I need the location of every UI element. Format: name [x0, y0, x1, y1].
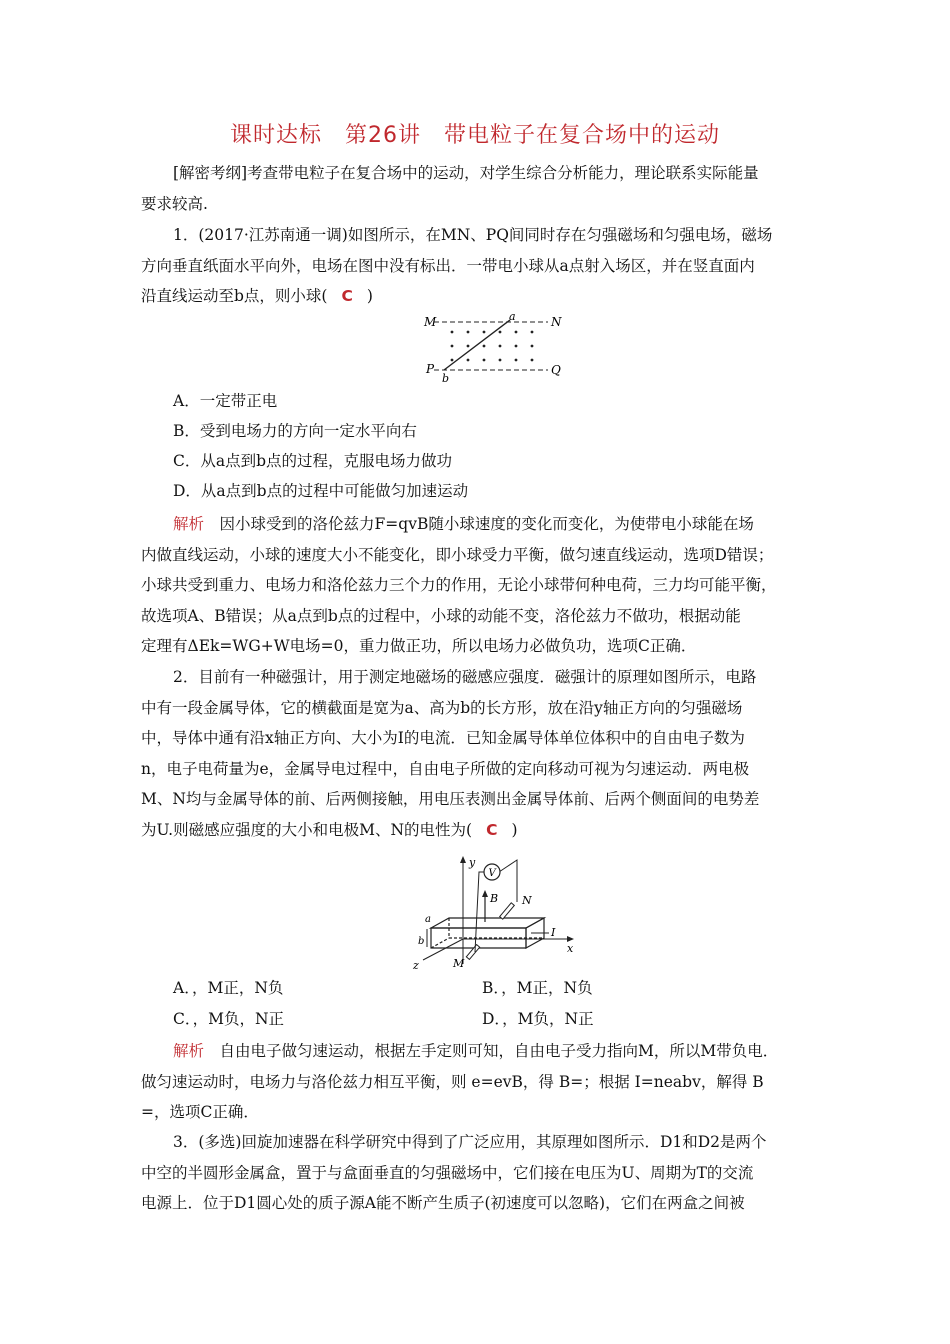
analysis-line: =，选项C正确．: [141, 1103, 259, 1121]
intro-line: [解密考纲]考查带电粒子在复合场中的运动，对学生综合分析能力，理论联系实际能量: [173, 164, 759, 182]
question-1: [141, 220, 821, 312]
q2-line: M、N均与金属导体的前、后两侧接触，用电压表测出金属导体前、后两个侧面间的电势差: [141, 790, 760, 808]
q2-option-d: D．，M负，N正: [482, 1010, 594, 1028]
q2-line: n，电子电荷量为e，金属导电过程中，自由电子所做的定向移动可视为匀速运动．两电极: [141, 759, 750, 778]
label-v: V: [488, 868, 496, 879]
label-b: b: [442, 372, 450, 385]
q1-line-answer: [141, 281, 821, 312]
intro-line: 要求较高.: [141, 194, 208, 213]
label-q: Q: [551, 363, 561, 377]
question-3: [141, 1127, 821, 1219]
label-y: y: [469, 856, 476, 869]
q2-line: 2．目前有一种磁强计，用于测定地磁场的磁感应强度．磁强计的原理如图所示，电路: [173, 668, 757, 686]
analysis-label: 解析: [173, 1042, 205, 1060]
q2-stem-end: 为U.则磁感应强度的大小和电极M、N的电性为(: [141, 820, 473, 839]
q1-stem-end: 沿直线运动至b点，则小球(: [141, 287, 328, 305]
analysis-text: 自由电子做匀速运动，根据左手定则可知，自由电子受力指向M，所以M带负电．: [219, 1042, 779, 1060]
label-z: z: [413, 959, 419, 972]
q1-option-b: B．受到电场力的方向一定水平向右: [173, 422, 417, 440]
voltmeter-wire-m: [475, 872, 485, 952]
q1-option-a: A．一定带正电: [173, 392, 278, 410]
q1-option-c: C．从a点到b点的过程，克服电场力做功: [173, 452, 453, 470]
q2-line: 中，导体中通有沿x轴正方向、大小为I的电流．已知金属导体单位体积中的自由电子数为: [141, 729, 745, 747]
q1-field-diagram: [418, 310, 568, 386]
analysis-line: 定理有ΔEk=WG+W电场=0，重力做正功，所以电场力必做负功，选项C正确．: [141, 637, 697, 655]
question-2: [141, 662, 821, 845]
electrode-n: [500, 903, 515, 919]
label-b-field: B: [490, 892, 499, 905]
analysis-line: 故选项A、B错误；从a点到b点的过程中，小球的动能不变，洛伦兹力不做功，根据动能: [141, 606, 741, 625]
q2-option-c: C．，M负，N正: [173, 1010, 285, 1028]
analysis-line: 内做直线运动，小球的速度大小不能变化，即小球受力平衡，做匀速直线运动，选项D错误；: [141, 545, 774, 564]
q2-magnetometer-diagram: [405, 852, 585, 974]
q3-line: 电源上．位于D1圆心处的质子源A能不断产生质子(初速度可以忽略)，它们在两盒之间被: [141, 1194, 745, 1212]
label-p: P: [426, 362, 435, 376]
label-m: M: [424, 315, 437, 329]
metal-conductor-block: [431, 918, 544, 948]
q1-analysis: [141, 509, 821, 662]
q1-line: 1．(2017·江苏南通一调)如图所示，在MN、PQ间同时存在匀强磁场和匀强电场，磁场: [173, 226, 773, 244]
label-n: N: [551, 315, 562, 329]
q1-answer: C: [341, 287, 353, 305]
q2-line-answer: [141, 815, 821, 846]
q1-paren-close: ): [366, 287, 373, 305]
label-a: a: [509, 310, 516, 323]
q2-answer: C: [486, 820, 498, 839]
page-title: 课时达标 第26讲 带电粒子在复合场中的运动: [230, 123, 720, 148]
analysis-text: 因小球受到的洛伦兹力F=qvB随小球速度的变化而变化，为使带电小球能在场: [219, 515, 754, 533]
analysis-label: 解析: [173, 515, 205, 533]
q2-option-b: B．，M正，N负: [482, 979, 593, 997]
electrode-m: [466, 945, 479, 960]
label-x: x: [567, 942, 574, 955]
label-m: M: [453, 957, 465, 970]
label-i: I: [551, 926, 556, 939]
analysis-line: [141, 509, 821, 540]
label-a: a: [425, 914, 431, 925]
q1-option-d: D．从a点到b点的过程中可能做匀加速运动: [173, 482, 469, 500]
label-b: b: [418, 936, 425, 947]
q2-line: 中有一段金属导体，它的横截面是宽为a、高为b的长方形，放在沿y轴正方向的匀强磁场: [141, 698, 743, 717]
q2-paren-close: ): [511, 820, 518, 839]
q2-option-a: A．，M正，N负: [173, 979, 284, 997]
analysis-line: 做匀速运动时，电场力与洛伦兹力相互平衡，则 e=evB，得 B=；根据 I=neabv，解得 B: [141, 1072, 764, 1091]
q3-line: 中空的半圆形金属盒，置于与盒面垂直的匀强磁场中，它们接在电压为U、周期为T的交流: [141, 1163, 754, 1182]
exam-intro: [141, 158, 821, 219]
label-n: N: [522, 894, 532, 907]
q3-line: 3．(多选)回旋加速器在科学研究中得到了广泛应用，其原理如图所示．D1和D2是两个: [173, 1133, 767, 1151]
q2-analysis: [141, 1036, 821, 1128]
voltmeter-wire-n: [499, 860, 517, 902]
q1-line: 方向垂直纸面水平向外，电场在图中没有标出．一带电小球从a点射入场区，并在竖直面内: [141, 256, 755, 275]
magnetic-field-dots: [451, 331, 534, 362]
analysis-line: [141, 1036, 821, 1067]
analysis-line: 小球共受到重力、电场力和洛伦兹力三个力的作用，无论小球带何种电荷，三力均可能平衡，: [141, 576, 777, 594]
